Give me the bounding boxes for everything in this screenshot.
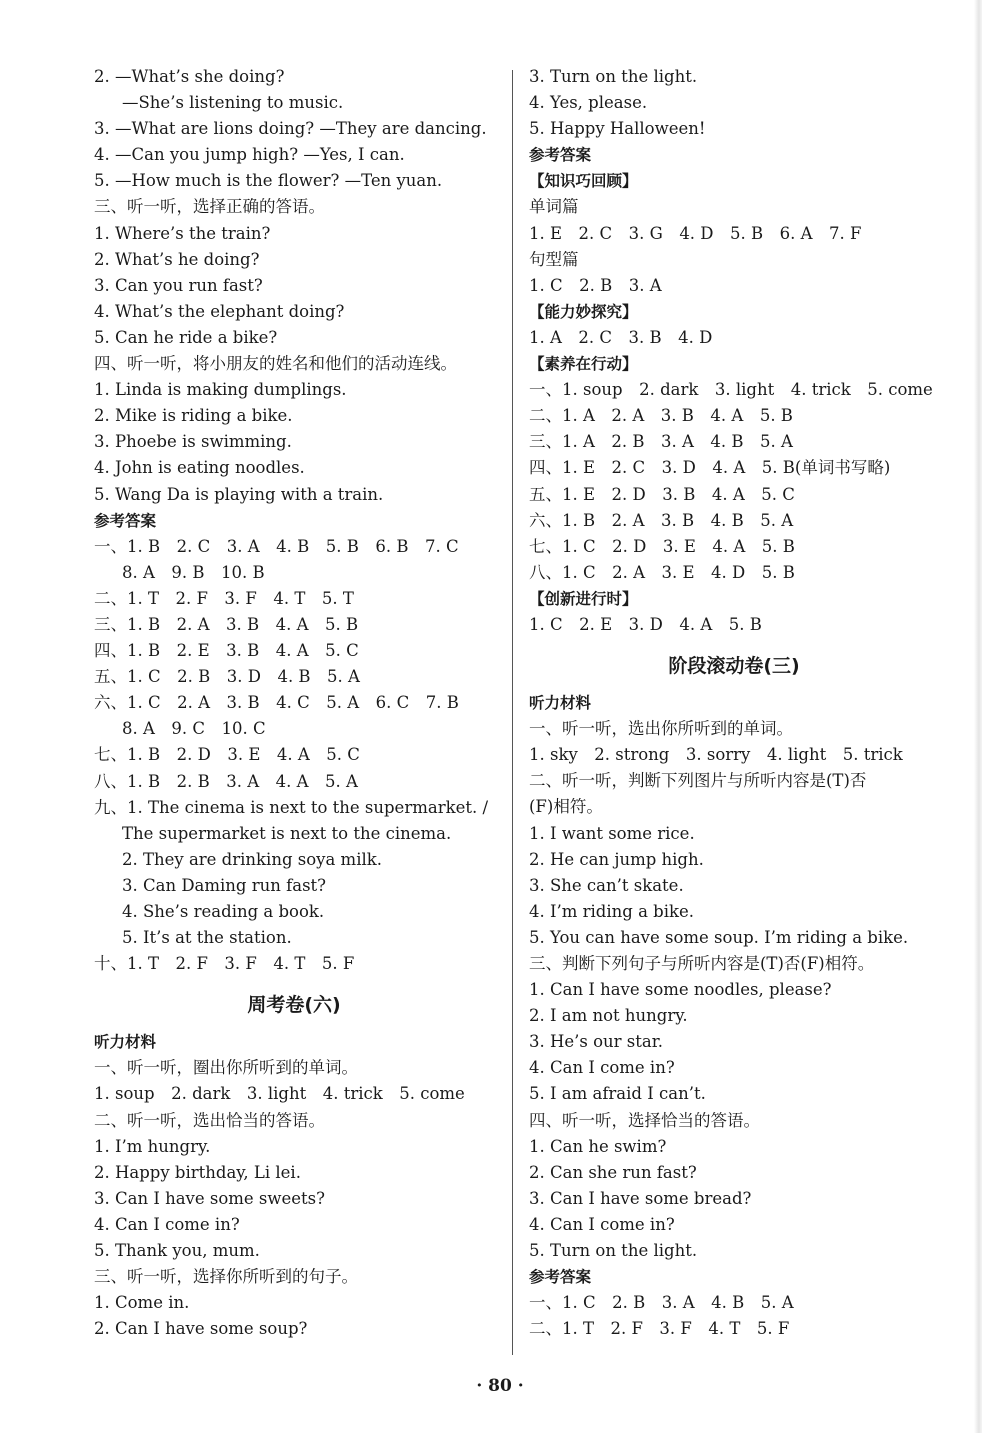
text-line: 3. He’s our star. <box>529 1032 664 1052</box>
text-line: 2. What’s he doing? <box>94 249 260 269</box>
text-line: 1. Can I have some noodles, please? <box>529 980 832 1000</box>
text-line: 六、1. B 2. A 3. B 4. B 5. A <box>529 510 794 530</box>
text-line: 四、听一听，将小朋友的姓名和他们的活动连线。 <box>94 354 457 374</box>
text-line: 2. —What’s she doing? <box>94 67 285 86</box>
section-heading: 参考答案 <box>529 1268 592 1287</box>
text-line: 二、1. T 2. F 3. F 4. T 5. T <box>94 588 354 608</box>
section-heading: 【素养在行动】 <box>529 355 638 374</box>
text-line: 5. Happy Halloween! <box>529 119 706 139</box>
text-line: 3. —What are lions doing? —They are dancing. <box>94 119 487 139</box>
text-line: 5. Can he ride a bike? <box>94 327 278 347</box>
text-line: 三、1. A 2. B 3. A 4. B 5. A <box>529 432 793 452</box>
text-line: 二、1. A 2. A 3. B 4. A 5. B <box>529 406 793 426</box>
text-line: —She’s listening to music. <box>122 93 344 113</box>
text-line: 3. Can Daming run fast? <box>122 875 327 895</box>
section-title: 阶段滚动卷(三) <box>668 655 800 678</box>
text-line: 5. You can have some soup. I’m riding a bike. <box>529 927 909 947</box>
section-heading: 【创新进行时】 <box>529 589 638 608</box>
text-line: 六、1. C 2. A 3. B 4. C 5. A 6. C 7. B <box>94 693 459 713</box>
text-line: 句型篇 <box>529 249 579 269</box>
text-line: 3. Phoebe is swimming. <box>94 432 292 452</box>
text-line: 1. Linda is making dumplings. <box>94 380 347 400</box>
text-line: 五、1. C 2. B 3. D 4. B 5. A <box>94 667 360 687</box>
text-line: 3. She can’t skate. <box>529 875 684 895</box>
text-line: 4. Yes, please. <box>529 93 648 113</box>
text-line: 2. Can I have some soup? <box>94 1319 308 1339</box>
left-column <box>94 64 494 1342</box>
section-heading: 参考答案 <box>94 511 157 530</box>
text-line: 3. Can I have some bread? <box>529 1188 752 1208</box>
text-line: 三、听一听，选择正确的答语。 <box>94 197 325 217</box>
text-line: 4. Can I come in? <box>529 1058 675 1078</box>
text-line: 5. I am afraid I can’t. <box>529 1084 706 1104</box>
text-line: 九、1. The cinema is next to the supermarket. / <box>94 797 489 817</box>
text-line: 四、1. B 2. E 3. B 4. A 5. C <box>94 641 359 661</box>
text-line: 8. A 9. C 10. C <box>122 719 266 739</box>
text-line: 一、听一听，选出你所听到的单词。 <box>529 719 793 739</box>
text-line: 十、1. T 2. F 3. F 4. T 5. F <box>94 954 355 974</box>
text-line: 七、1. C 2. D 3. E 4. A 5. B <box>529 536 795 556</box>
section-heading: 【知识巧回顾】 <box>529 172 638 191</box>
section-heading: 【能力妙探究】 <box>529 302 638 321</box>
text-line: 1. Can he swim? <box>529 1136 667 1156</box>
text-line: 1. A 2. C 3. B 4. D <box>529 327 713 347</box>
text-line: 8. A 9. B 10. B <box>122 562 265 582</box>
text-line: 1. C 2. E 3. D 4. A 5. B <box>529 614 762 634</box>
text-line: 四、听一听，选择恰当的答语。 <box>529 1110 760 1130</box>
text-line: 3. Can you run fast? <box>94 275 263 295</box>
page-number: · 80 · <box>476 1376 524 1396</box>
text-line: 二、听一听，选出恰当的答语。 <box>94 1110 325 1130</box>
text-line: 1. soup 2. dark 3. light 4. trick 5. come <box>94 1084 465 1104</box>
section-heading: 听力材料 <box>94 1033 157 1052</box>
text-line: 七、1. B 2. D 3. E 4. A 5. C <box>94 745 360 765</box>
text-line: 2. Happy birthday, Li lei. <box>94 1162 301 1182</box>
text-line: 1. sky 2. strong 3. sorry 4. light 5. trick <box>529 745 903 765</box>
text-line: 2. They are drinking soya milk. <box>122 849 382 869</box>
text-line: 1. E 2. C 3. G 4. D 5. B 6. A 7. F <box>529 223 862 243</box>
text-line: 4. What’s the elephant doing? <box>94 301 345 321</box>
text-line: 5. Wang Da is playing with a train. <box>94 484 384 504</box>
text-line: 四、1. E 2. C 3. D 4. A 5. B(单词书写略) <box>529 458 891 478</box>
section-heading: 听力材料 <box>529 694 592 713</box>
text-line: 八、1. C 2. A 3. E 4. D 5. B <box>529 562 795 582</box>
text-line: (F)相符。 <box>529 797 603 817</box>
text-line: 单词篇 <box>529 197 579 217</box>
right-column <box>529 64 939 1342</box>
text-line: 2. Mike is riding a bike. <box>94 406 293 426</box>
text-line: 2. I am not hungry. <box>529 1006 688 1026</box>
text-line: 1. I’m hungry. <box>94 1136 211 1156</box>
text-line: 1. Where’s the train? <box>94 223 271 243</box>
text-line: 一、1. B 2. C 3. A 4. B 5. B 6. B 7. C <box>94 536 459 556</box>
text-line: 三、听一听，选择你所听到的句子。 <box>94 1267 358 1287</box>
text-line: 5. It’s at the station. <box>122 928 292 948</box>
text-line: 3. Turn on the light. <box>529 67 698 86</box>
text-line: 一、1. C 2. B 3. A 4. B 5. A <box>529 1293 794 1313</box>
column-divider <box>512 70 513 1355</box>
section-title: 周考卷(六) <box>247 994 341 1017</box>
text-line: 4. Can I come in? <box>529 1214 675 1234</box>
text-line: 1. C 2. B 3. A <box>529 275 662 295</box>
text-line: 4. I’m riding a bike. <box>529 901 695 921</box>
text-line: 2. He can jump high. <box>529 849 704 869</box>
text-line: 4. John is eating noodles. <box>94 458 305 478</box>
text-line: 三、1. B 2. A 3. B 4. A 5. B <box>94 614 359 634</box>
text-line: 4. Can I come in? <box>94 1214 240 1234</box>
page-edge-shadow <box>974 0 982 1433</box>
text-line: 一、听一听，圈出你所听到的单词。 <box>94 1058 358 1078</box>
text-line: 二、听一听，判断下列图片与所听内容是(T)否 <box>529 771 867 791</box>
section-heading: 参考答案 <box>529 146 592 165</box>
text-line: 1. Come in. <box>94 1293 190 1313</box>
text-line: 4. —Can you jump high? —Yes, I can. <box>94 145 405 165</box>
text-line: 5. Turn on the light. <box>529 1241 698 1261</box>
text-line: 4. She’s reading a book. <box>122 902 325 921</box>
text-line: The supermarket is next to the cinema. <box>122 823 452 843</box>
text-line: 一、1. soup 2. dark 3. light 4. trick 5. come <box>529 380 933 400</box>
text-line: 2. Can she run fast? <box>529 1162 697 1182</box>
text-line: 五、1. E 2. D 3. B 4. A 5. C <box>529 484 795 504</box>
text-line: 八、1. B 2. B 3. A 4. A 5. A <box>94 771 358 791</box>
text-line: 3. Can I have some sweets? <box>94 1188 325 1208</box>
text-line: 5. Thank you, mum. <box>94 1241 260 1261</box>
text-line: 二、1. T 2. F 3. F 4. T 5. F <box>529 1319 790 1339</box>
text-line: 三、判断下列句子与所听内容是(T)否(F)相符。 <box>529 954 875 973</box>
watermark-logo <box>858 1340 988 1425</box>
text-line: 1. I want some rice. <box>529 823 695 843</box>
text-line: 5. —How much is the flower? —Ten yuan. <box>94 171 443 191</box>
